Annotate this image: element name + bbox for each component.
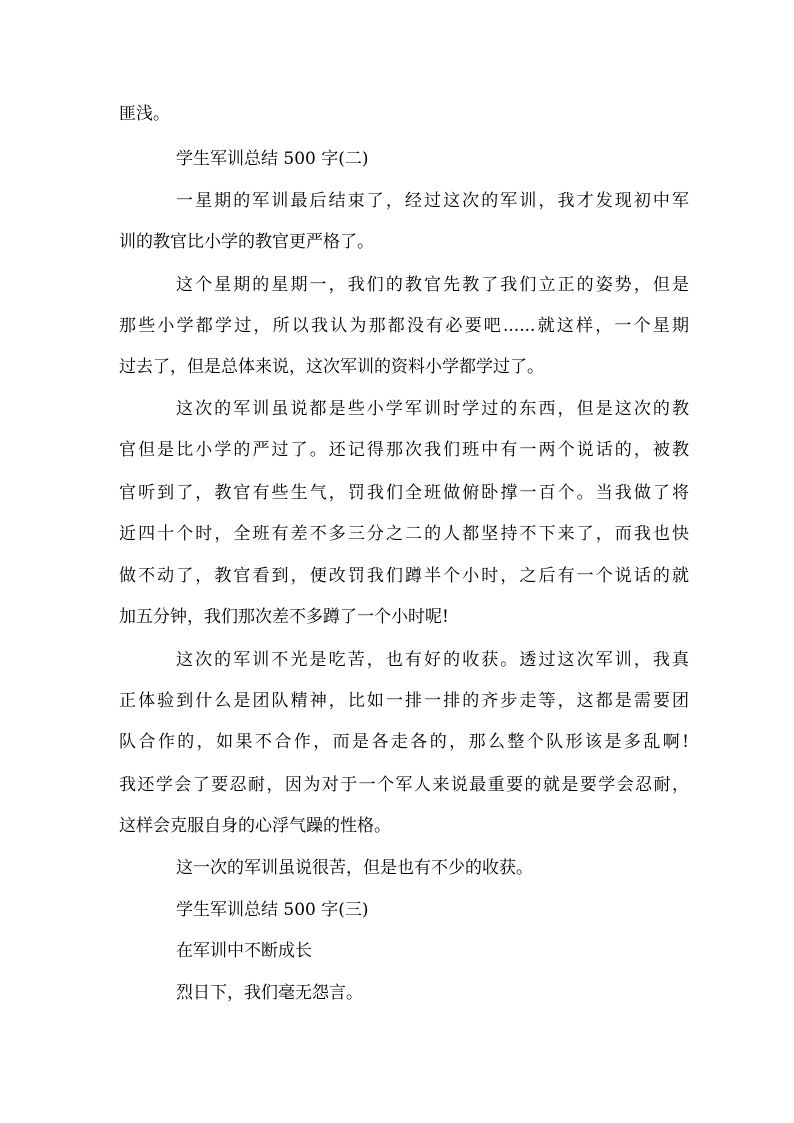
paragraph-line: 队合作的，如果不合作，而是各走各的，那么整个队形该是多乱啊! — [119, 732, 689, 752]
paragraph-line: 近四十个时，全班有差不多三分之二的人都坚持不下来了，而我也快 — [119, 524, 689, 544]
paragraph-line: 加五分钟，我们那次差不多蹲了一个小时呢! — [119, 607, 449, 627]
paragraph-line: 这次的军训不光是吃苦，也有好的收获。透过这次军训，我真 — [176, 650, 689, 670]
paragraph-line: 官但是比小学的严过了。还记得那次我们班中有一两个说话的，被教 — [119, 440, 689, 460]
paragraph-line: 这次的军训虽说都是些小学军训时学过的东西，但是这次的教 — [176, 399, 689, 419]
paragraph-line: 训的教官比小学的教官更严格了。 — [119, 232, 374, 252]
paragraph-line: 那些小学都学过，所以我认为那都没有必要吧......就这样，一个星期 — [119, 316, 689, 336]
paragraph-line: 这个星期的星期一，我们的教官先教了我们立正的姿势，但是 — [176, 275, 689, 295]
paragraph-line: 匪浅。 — [119, 104, 170, 124]
paragraph-line: 正体验到什么是团队精神，比如一排一排的齐步走等，这都是需要团 — [119, 691, 689, 711]
paragraph-line: 一星期的军训最后结束了，经过这次的军训，我才发现初中军 — [176, 191, 689, 211]
paragraph-line: 做不动了，教官看到，便改罚我们蹲半个小时，之后有一个说话的就 — [119, 566, 689, 586]
section-heading: 学生军训总结 500 字(二) — [176, 149, 369, 169]
paragraph-line: 这一次的军训虽说很苦，但是也有不少的收获。 — [176, 858, 533, 878]
subheading: 在军训中不断成长 — [176, 941, 312, 961]
paragraph-line: 烈日下，我们毫无怨言。 — [176, 983, 363, 1003]
paragraph-line: 过去了，但是总体来说，这次军训的资料小学都学过了。 — [119, 357, 544, 377]
paragraph-line: 官听到了，教官有些生气，罚我们全班做俯卧撑一百个。当我做了将 — [119, 483, 689, 503]
section-heading: 学生军训总结 500 字(三) — [176, 900, 369, 920]
paragraph-line: 这样会克服自身的心浮气躁的性格。 — [119, 816, 391, 836]
paragraph-line: 我还学会了要忍耐，因为对于一个军人来说最重要的就是要学会忍耐， — [119, 775, 689, 795]
